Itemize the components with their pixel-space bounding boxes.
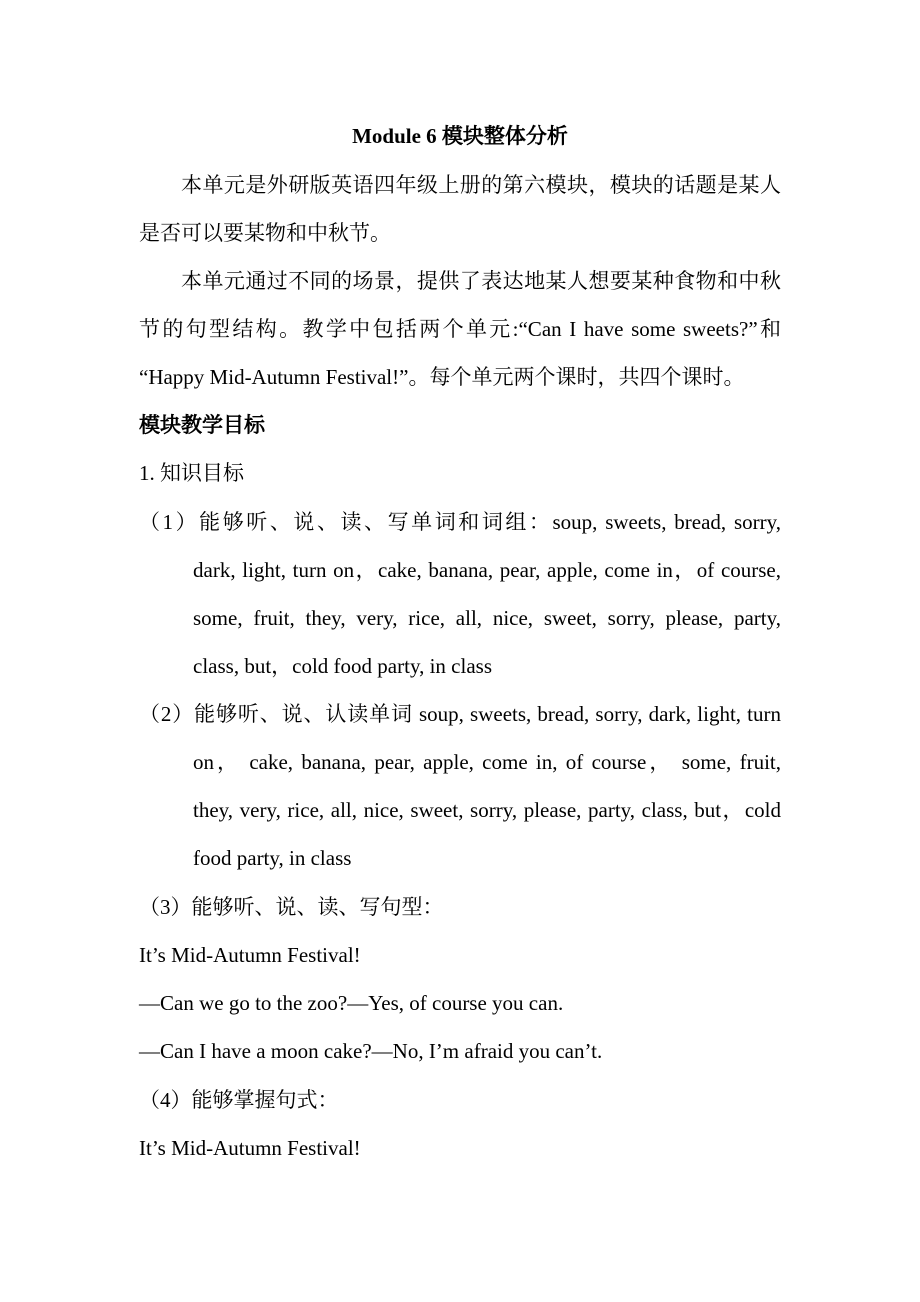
subsection-heading: 1. 知识目标 — [139, 461, 244, 485]
item-2-line-4: food party, in class — [193, 846, 352, 870]
item-4-heading: （4）能够掌握句式： — [139, 1088, 339, 1112]
item-1-line-4: class, but，cold food party, in class — [193, 654, 492, 678]
intro-paragraph-2-line-3: “Happy Mid-Autumn Festival!”。每个单元两个课时，共四个课时。 — [139, 365, 745, 389]
item-1-line-2: dark, light, turn on，cake, banana, pear, apple, come in，of course, — [193, 558, 781, 582]
item-2-line-1: （2）能够听、说、认读单词 soup, sweets, bread, sorry, dark, light, turn — [139, 702, 781, 726]
intro-paragraph-1-line-2: 是否可以要某物和中秋节。 — [139, 221, 391, 245]
intro-paragraph-2-line-2: 节的句型结构。教学中包括两个单元:“Can I have some sweets?”和 — [139, 317, 781, 341]
item-3-sentence-3: —Can I have a moon cake?—No, I’m afraid you can’t. — [139, 1039, 603, 1063]
intro-paragraph-2-line-1: 本单元通过不同的场景，提供了表达地某人想要某种食物和中秋 — [181, 269, 781, 293]
section-heading: 模块教学目标 — [139, 413, 265, 437]
item-3-heading: （3）能够听、说、读、写句型： — [139, 895, 444, 919]
item-2-line-3: they, very, rice, all, nice, sweet, sorry, please, party, class, but，cold — [193, 798, 781, 822]
item-2-line-2: on， cake, banana, pear, apple, come in, of course， some, fruit, — [193, 750, 781, 774]
item-1-line-1: （1）能够听、说、读、写单词和词组：soup, sweets, bread, sorry, — [139, 510, 781, 534]
item-3-sentence-1: It’s Mid-Autumn Festival! — [139, 943, 361, 967]
intro-paragraph-1-line-1: 本单元是外研版英语四年级上册的第六模块，模块的话题是某人 — [181, 173, 781, 197]
page-title: Module 6 模块整体分析 — [352, 124, 568, 148]
item-4-sentence-1: It’s Mid-Autumn Festival! — [139, 1136, 361, 1160]
item-3-sentence-2: —Can we go to the zoo?—Yes, of course you can. — [139, 991, 564, 1015]
item-1-line-3: some, fruit, they, very, rice, all, nice, sweet, sorry, please, party, — [193, 606, 781, 630]
